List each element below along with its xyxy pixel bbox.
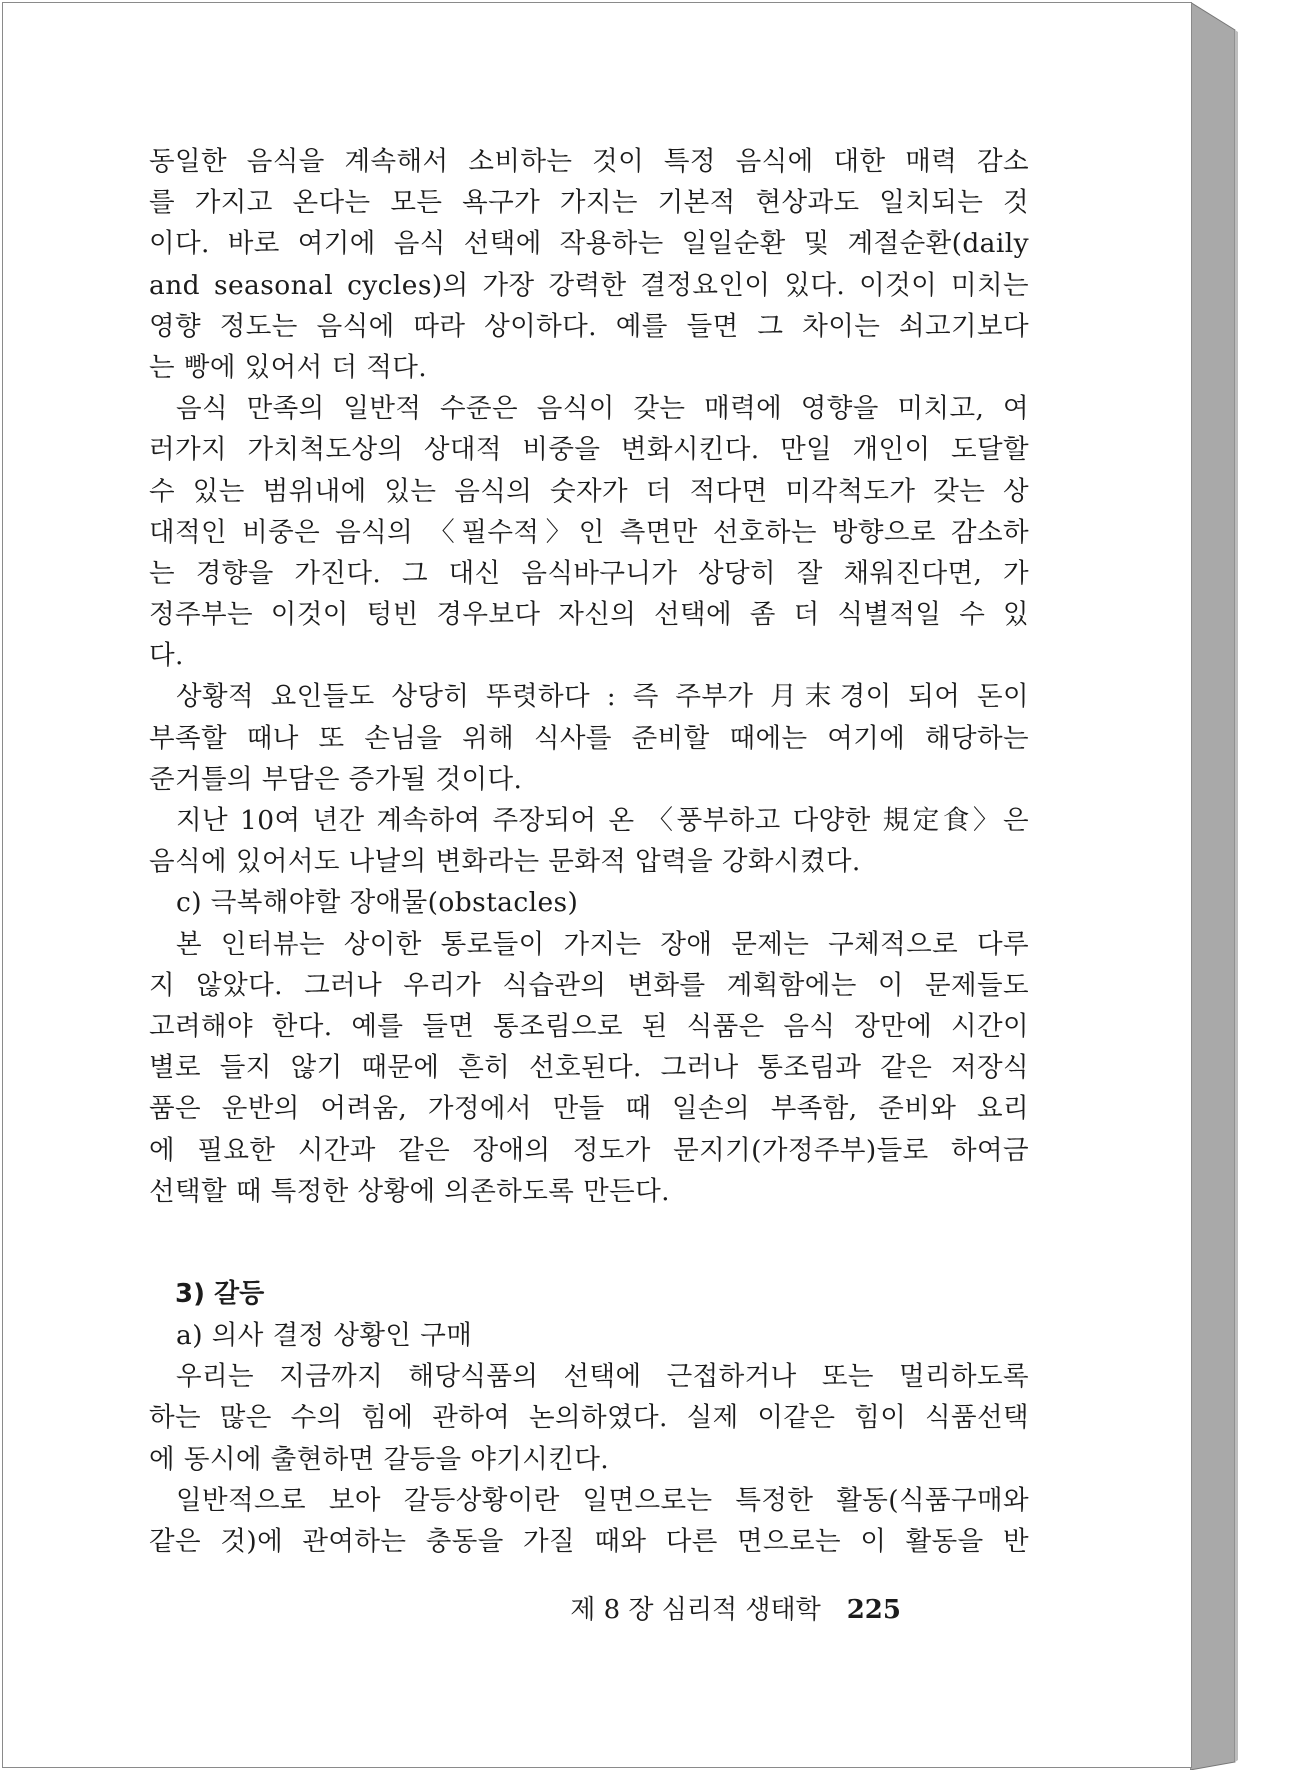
text-line: 수 있는 범위내에 있는 음식의 숫자가 더 적다면 미각척도가 갖는 상 xyxy=(149,475,1029,507)
text-line: 영향 정도는 음식에 따라 상이하다. 예를 들면 그 차이는 쇠고기보다 xyxy=(149,310,1029,342)
text-line: and seasonal cycles)의 가장 강력한 결정요인이 있다. 이것이 미치는 xyxy=(149,269,1029,301)
chapter-title: 제 8 장 심리적 생태학 xyxy=(570,1595,821,1625)
text-line: 대적인 비중은 음식의 〈필수적〉인 측면만 선호하는 방향으로 감소하 xyxy=(149,516,1029,548)
page-edge-shadow xyxy=(1190,2,1290,1770)
book-page xyxy=(2,2,1192,1768)
text-line: a) 의사 결정 상황인 구매 xyxy=(176,1320,473,1351)
text-line: 는 경향을 가진다. 그 대신 음식바구니가 상당히 잘 채워진다면, 가 xyxy=(149,557,1029,589)
text-line: 를 가지고 온다는 모든 욕구가 가지는 기본적 현상과도 일치되는 것 xyxy=(149,187,1029,219)
text-line: 에 필요한 시간과 같은 장애의 정도가 문지기(가정주부)들로 하여금 xyxy=(149,1134,1029,1166)
text-line: 는 빵에 있어서 더 적다. xyxy=(149,351,428,383)
text-line: 에 동시에 출현하면 갈등을 야기시킨다. xyxy=(149,1443,610,1475)
text-line: 준거틀의 부담은 증가될 것이다. xyxy=(149,763,523,795)
text-line: 고려해야 한다. 예를 들면 통조림으로 된 식품은 음식 장만에 시간이 xyxy=(149,1010,1029,1042)
text-line: 본 인터뷰는 상이한 통로들이 가지는 장애 문제는 구체적으로 다루 xyxy=(176,928,1029,960)
text-line: 선택할 때 특정한 상황에 의존하도록 만든다. xyxy=(149,1175,670,1207)
text-line: 지 않았다. 그러나 우리가 식습관의 변화를 계획함에는 이 문제들도 xyxy=(149,969,1029,1001)
page-number: 225 xyxy=(846,1595,901,1625)
text-line: 이다. 바로 여기에 음식 선택에 작용하는 일일순환 및 계절순환(daily xyxy=(149,228,1029,260)
text-line: 일반적으로 보아 갈등상황이란 일면으로는 특정한 활동(식품구매와 xyxy=(176,1484,1029,1516)
text-line: 우리는 지금까지 해당식품의 선택에 근접하거나 또는 멀리하도록 xyxy=(176,1361,1029,1393)
text-line: 다. xyxy=(149,640,184,672)
text-line: 부족할 때나 또 손님을 위해 식사를 준비할 때에는 여기에 해당하는 xyxy=(149,722,1029,754)
text-line: 지난 10여 년간 계속하여 주장되어 온 〈풍부하고 다양한 規定食〉은 xyxy=(176,805,1029,836)
text-line: 동일한 음식을 계속해서 소비하는 것이 특정 음식에 대한 매력 감소 xyxy=(149,146,1029,177)
text-line: 품은 운반의 어려움, 가정에서 만들 때 일손의 부족함, 준비와 요리 xyxy=(149,1093,1029,1125)
page-footer xyxy=(570,1589,901,1626)
text-line: 상황적 요인들도 상당히 뚜렷하다 : 즉 주부가 月末경이 되어 돈이 xyxy=(176,681,1029,713)
body-text-section-1 xyxy=(149,141,1029,1212)
text-line: 하는 많은 수의 힘에 관하여 논의하였다. 실제 이같은 힘이 식품선택 xyxy=(149,1402,1029,1434)
text-line: 음식 만족의 일반적 수준은 음식이 갖는 매력에 영향을 미치고, 여 xyxy=(176,393,1029,425)
text-line: 별로 들지 않기 때문에 흔히 선호된다. 그러나 통조림과 같은 저장식 xyxy=(149,1052,1029,1084)
text-line: 정주부는 이것이 텅빈 경우보다 자신의 선택에 좀 더 식별적일 수 있 xyxy=(149,599,1029,631)
section-heading: 3) 갈등 xyxy=(175,1279,265,1309)
text-line: c) 극복해야할 장애물(obstacles) xyxy=(176,887,579,919)
body-text-section-2 xyxy=(149,1315,1029,1562)
text-line: 음식에 있어서도 나날의 변화라는 문화적 압력을 강화시켰다. xyxy=(149,846,861,878)
text-line: 러가지 가치척도상의 상대적 비중을 변화시킨다. 만일 개인이 도달할 xyxy=(149,434,1029,466)
text-line: 같은 것)에 관여하는 충동을 가질 때와 다른 면으로는 이 활동을 반 xyxy=(149,1525,1029,1557)
